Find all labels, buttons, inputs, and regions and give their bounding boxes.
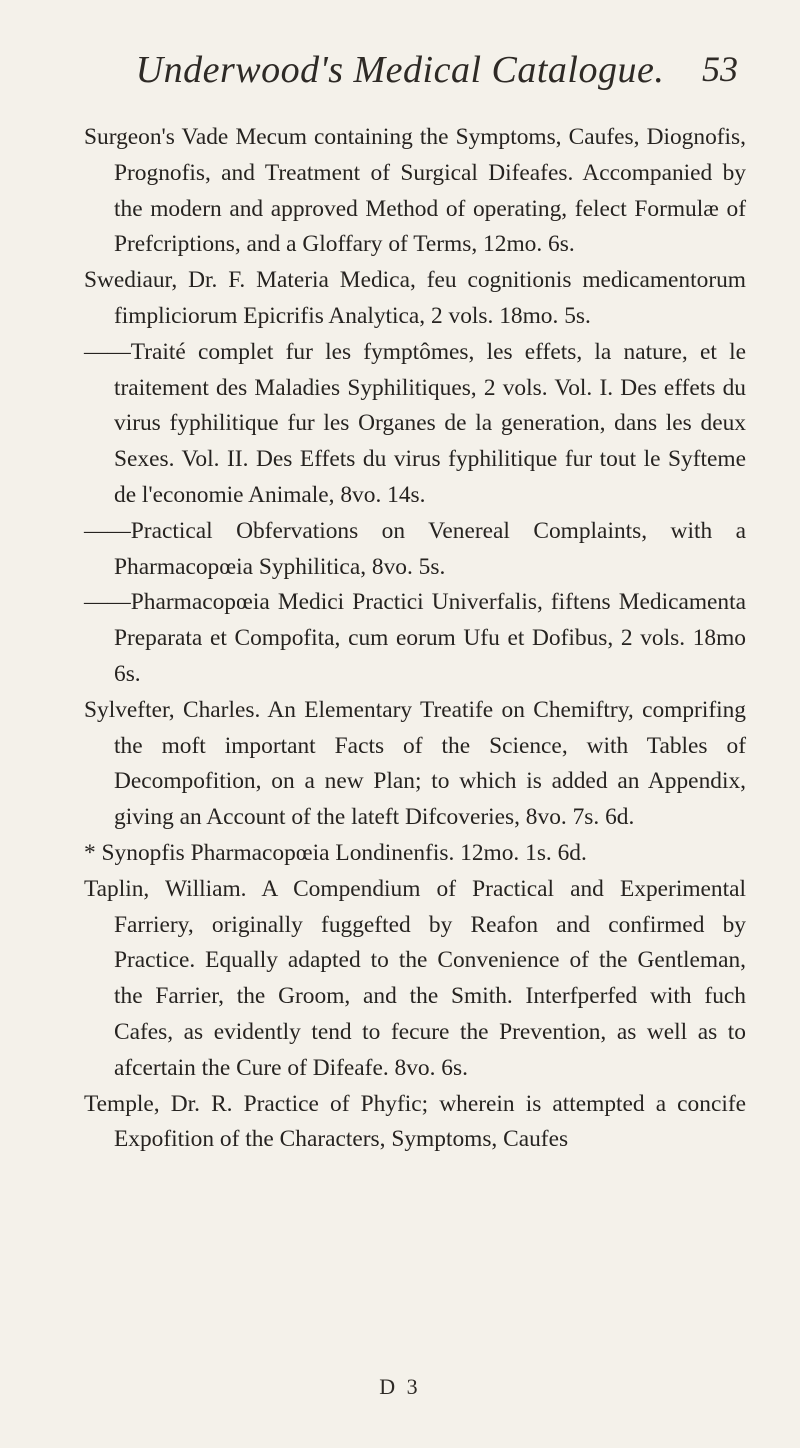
catalogue-entry: Swediaur, Dr. F. Materia Medica, feu cognitionis medicamentorum fimpliciorum Epicrifis Analytica, 2 vols. 18mo. 5s.: [84, 267, 746, 329]
catalogue-entry: Surgeon's Vade Mecum containing the Symptoms, Caufes, Diognofis, Prognofis, and Treatment of Surgical Difeafes. Accompanied by the modern and approved Method of operating, felect Formulæ of Prefcriptions, and a Gloffary of Terms, 12mo. 6s.: [84, 124, 746, 258]
catalogue-entry: Temple, Dr. R. Practice of Phyfic; wherein is attempted a concife Expofition of the Characters, Symptoms, Caufes: [84, 1090, 746, 1153]
signature-mark: D 3: [379, 1374, 421, 1399]
catalogue-entries: [84, 120, 746, 1158]
page-number: 53: [702, 49, 738, 89]
catalogue-entry: Taplin, William. A Compendium of Practical and Experimental Farriery, originally fuggefted by Reafon and confirmed by Practice. Equally adapted to the Convenience of the Gentleman, the Farrier, the Groom, and the Smith. Interfperfed with fuch Cafes, as evidently tend to fecure the Prevention, as well as to afcertain the Cure of Difeafe. 8vo. 6s.: [84, 875, 746, 1081]
catalogue-entry: ——Pharmacopœia Medici Practici Univerfalis, fiftens Medicamenta Preparata et Compofita, cum eorum Ufu et Dofibus, 2 vols. 18mo 6s.: [84, 589, 746, 687]
catalogue-entry: ——Practical Obfervations on Venereal Complaints, with a Pharmacopœia Syphilitica, 8vo. 5s.: [84, 517, 746, 580]
page-header: [0, 44, 800, 104]
running-title: Underwood's Medical Catalogue.: [135, 49, 665, 91]
catalogue-entry: Sylvefter, Charles. An Elementary Treatife on Chemiftry, comprifing the moft important Facts of the Science, with Tables of Decompofition, on a new Plan; to which is added an Appendix, giving an Account of the lateft Difcoveries, 8vo. 7s. 6d.: [84, 696, 746, 831]
catalogue-entry: * Synopfis Pharmacopœia Londinenfis. 12mo. 1s. 6d.: [84, 839, 587, 866]
catalogue-entry: ——Traité complet fur les fymptômes, les effets, la nature, et le traitement des Maladies Syphilitiques, 2 vols. Vol. I. Des effets du virus fyphilitique fur les Organes de la generation, dans les deux Sexes. Vol. II. Des Effets du virus fyphilitique fur tout le Syfteme de l'economie Animale, 8vo. 14s.: [84, 338, 746, 508]
